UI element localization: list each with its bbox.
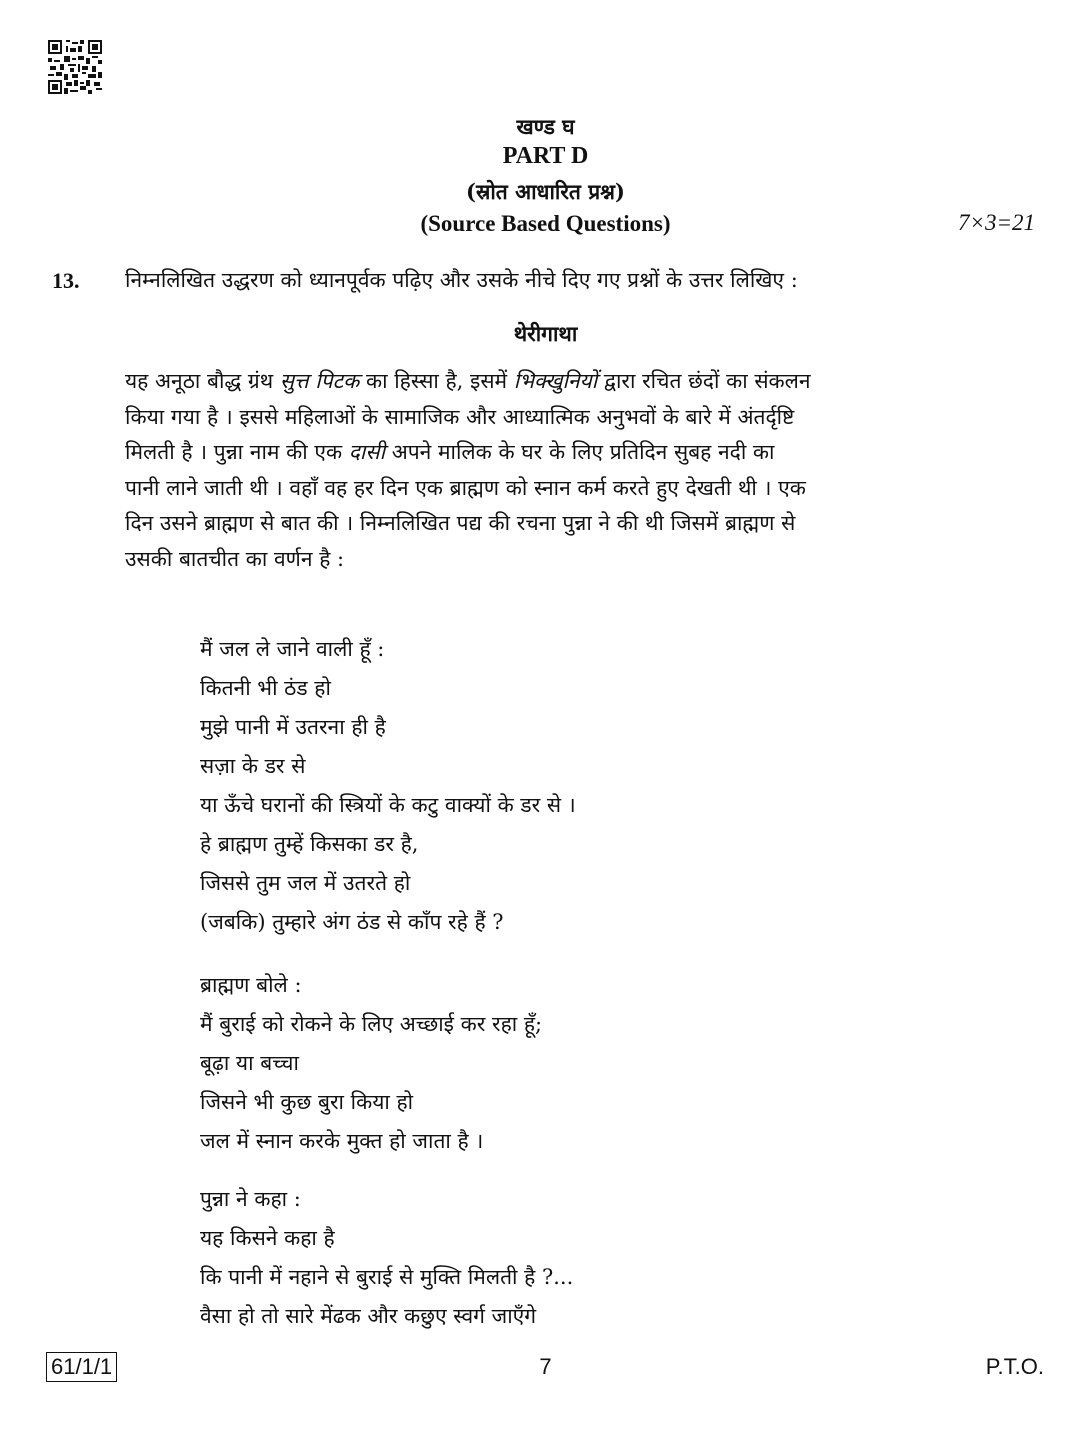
passage-paragraph: [125, 364, 980, 577]
poem-line: मैं जल ले जाने वाली हूँ :: [200, 637, 385, 661]
subtitle-english: (Source Based Questions): [420, 211, 671, 236]
poem-line: हे ब्राह्मण तुम्हें किसका डर है,: [200, 832, 419, 856]
passage-title: थेरीगाथा: [513, 321, 578, 346]
poem-line: पुन्ना ने कहा :: [200, 1187, 301, 1211]
poem-line: या ऊँचे घरानों की स्त्रियों के कटु वाक्यों के डर से ।: [200, 793, 576, 817]
poem-line: मैं बुराई को रोकने के लिए अच्छाई कर रहा हूँ;: [200, 1012, 543, 1036]
poem-line: वैसा हो तो सारे मेंढक और कछुए स्वर्ग जाएँगे: [200, 1304, 537, 1328]
emphasis-text: सुत्त पिटक: [279, 369, 360, 393]
paper-code: 61/1/1: [46, 1352, 117, 1382]
paragraph-line: यह अनूठा बौद्ध ग्रंथ सुत्त पिटक का हिस्सा है, इसमें भिक्खुनियों द्वारा रचित छंदों का संकलन: [125, 369, 811, 393]
poem-line: मुझे पानी में उतरना ही है: [200, 715, 386, 739]
poem-line: जिससे तुम जल में उतरते हो: [200, 871, 411, 895]
part-heading: PART D: [502, 143, 589, 169]
emphasis-text: दासी: [348, 440, 386, 464]
poem-line: (जबकि) तुम्हारे अंग ठंड से काँप रहे हैं ?: [200, 910, 504, 934]
poem-line: कितनी भी ठंड हो: [200, 676, 331, 700]
poem-line: जिसने भी कुछ बुरा किया हो: [200, 1090, 414, 1114]
paragraph-line: दिन उसने ब्राह्मण से बात की । निम्नलिखित पद्य की रचना पुन्ना ने की थी जिसमें ब्राह्मण से: [125, 511, 796, 535]
please-turn-over: P.T.O.: [985, 1354, 1044, 1379]
poem-line: ब्राह्मण बोले :: [200, 973, 302, 997]
subtitle-hindi: (स्रोत आधारित प्रश्न): [466, 179, 625, 204]
poem-line: सज़ा के डर से: [200, 754, 306, 778]
marks-allocation: 7×3=21: [957, 210, 1035, 235]
poem-stanza-2: [200, 966, 542, 1161]
poem-stanza-1: [200, 630, 576, 942]
poem-line: यह किसने कहा है: [200, 1226, 335, 1250]
section-heading-hindi: खण्ड घ: [516, 114, 575, 139]
question-number: 13.: [52, 268, 80, 293]
poem-line: जल में स्नान करके मुक्त हो जाता है ।: [200, 1129, 484, 1153]
paragraph-line: पानी लाने जाती थी । वहाँ वह हर दिन एक ब्राह्मण को स्नान कर्म करते हुए देखती थी । एक: [125, 475, 806, 500]
paragraph-line: मिलती है । पुन्ना नाम की एक दासी अपने मालिक के घर के लिए प्रतिदिन सुबह नदी का: [125, 440, 775, 464]
poem-line: बूढ़ा या बच्चा: [200, 1051, 299, 1075]
paragraph-line: उसकी बातचीत का वर्णन है :: [125, 546, 345, 571]
paragraph-line: किया गया है । इससे महिलाओं के सामाजिक और आध्यात्मिक अनुभवों के बारे में अंतर्दृष्टि: [125, 404, 795, 429]
emphasis-text: भिक्खुनियों: [513, 369, 598, 393]
poem-stanza-3: [200, 1180, 573, 1336]
qr-code-icon: [48, 40, 102, 94]
question-instruction: निम्नलिखित उद्धरण को ध्यानपूर्वक पढ़िए और उसके नीचे दिए गए प्रश्नों के उत्तर लिखिए :: [125, 268, 798, 292]
poem-line: कि पानी में नहाने से बुराई से मुक्ति मिलती है ?...: [200, 1265, 574, 1289]
page-number: 7: [539, 1354, 552, 1379]
